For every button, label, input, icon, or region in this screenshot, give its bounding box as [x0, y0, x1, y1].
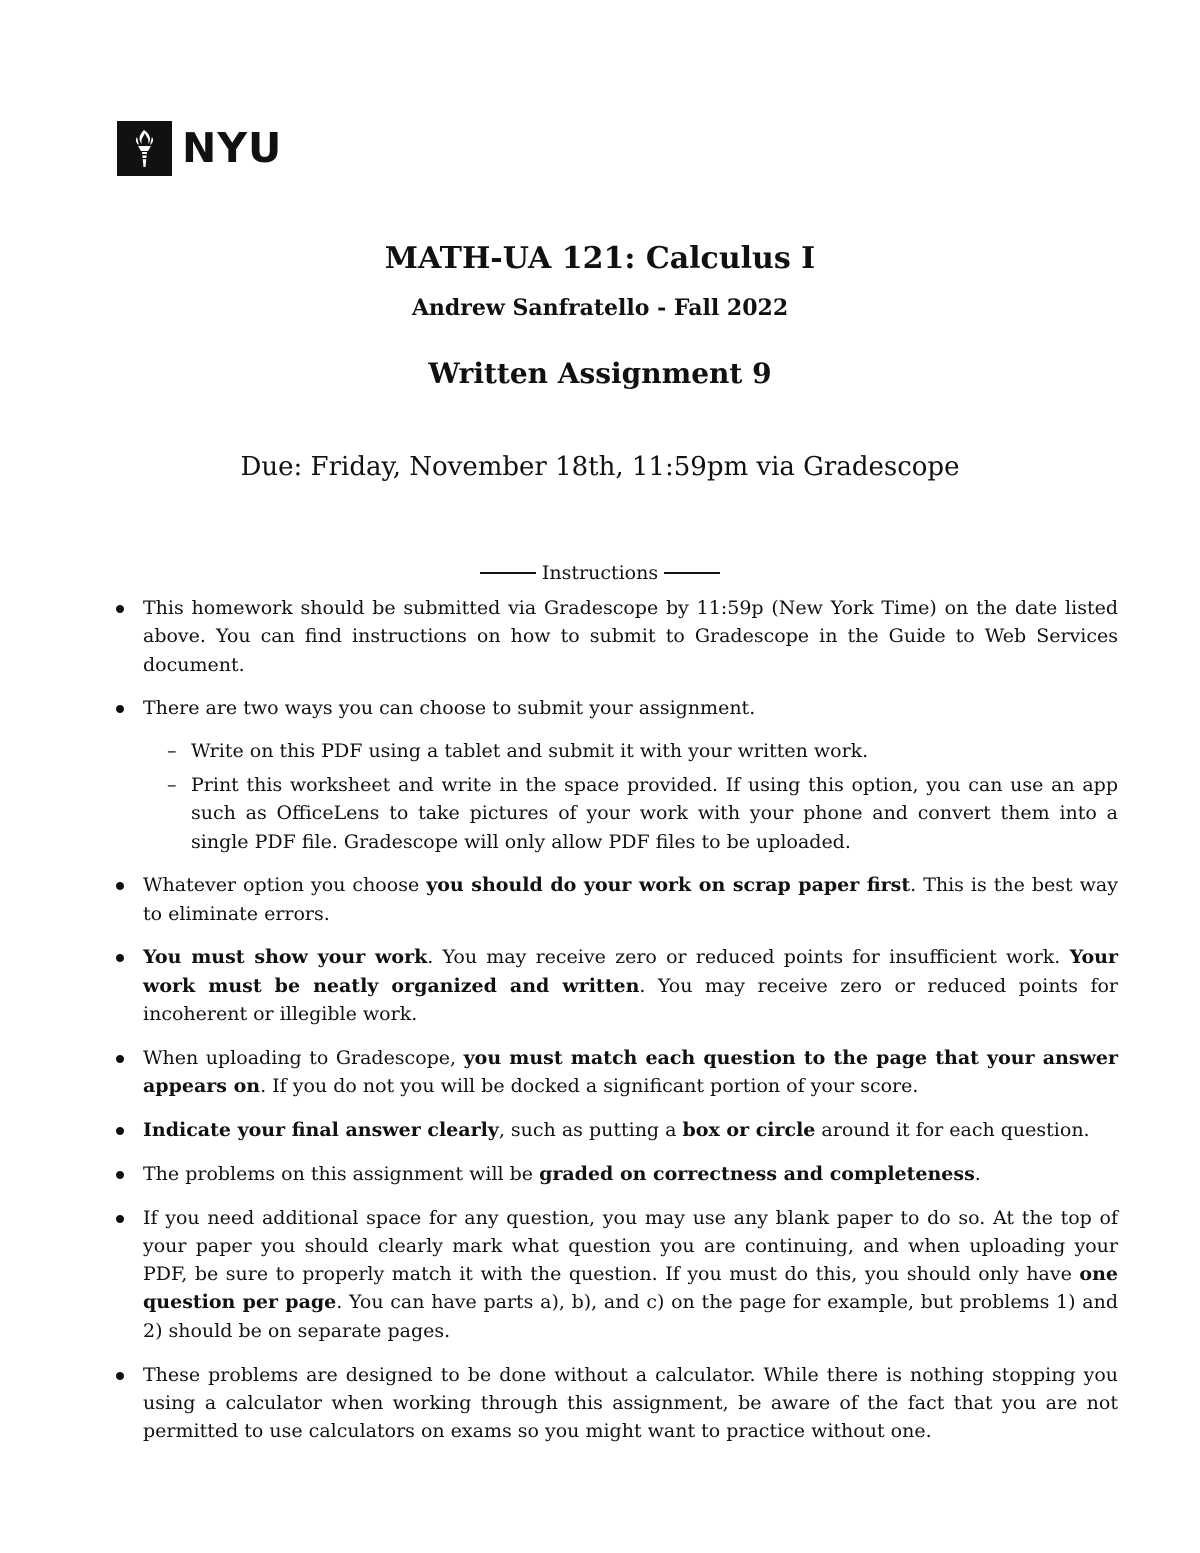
bullet-icon: [116, 1055, 124, 1063]
bullet-icon: [116, 705, 124, 713]
text-segment: . You may receive zero or reduced points for incoherent or illegible work.: [143, 974, 1118, 1026]
nyu-logo: [117, 121, 282, 176]
text-segment: . You can have parts a), b), and c) on the page for example, but problems 1) and 2) should be on separate pages.: [143, 1291, 1118, 1342]
instruction-item: [115, 594, 1118, 679]
bullet-icon: [116, 954, 124, 962]
text-segment: When uploading to Gradescope,: [143, 1046, 464, 1069]
emphasis-text: you must match each question to the page that your answer appears on: [143, 1046, 1118, 1098]
instruction-text: [143, 597, 1118, 676]
bullet-icon: [116, 1215, 124, 1223]
bullet-icon: [116, 1372, 124, 1380]
instruction-subitem-text: Print this worksheet and write in the space provided. If using this option, you can use an app such as OfficeLens to take pictures of your work with your phone and convert them into a single PDF file. Gradescope will only allow PDF files to be uploaded.: [191, 773, 1118, 853]
text-segment: . This is the best way to eliminate errors.: [143, 874, 1118, 925]
instruction-text: [143, 697, 755, 719]
instruction-subitem: [143, 737, 1118, 765]
text-segment: These problems are designed to be done without a calculator. While there is nothing stopping you using a calculator when working through this assignment, be aware of the fact that you are not permitted to use calculators on exams so you might want to practice without one.: [143, 1363, 1118, 1443]
instruction-text: [143, 874, 1118, 924]
bullet-icon: [116, 605, 124, 613]
instruction-item: [115, 1160, 1118, 1188]
text-segment: This homework should be submitted via Gradescope by 11:59p (New York Time) on the date listed above. You can find instructions on how to submit to Gradescope in the Guide to Web Services document.: [143, 597, 1118, 676]
instruction-item: [115, 943, 1118, 1028]
instructions-list: [115, 594, 1118, 1445]
dash-icon: –: [167, 739, 177, 762]
dash-icon: –: [167, 773, 177, 796]
instruction-item: [115, 1204, 1118, 1345]
instruction-subitem: [143, 771, 1118, 856]
heading-rule-right: [664, 572, 720, 574]
instruction-text: [143, 1207, 1118, 1342]
instructions-heading-text: Instructions: [541, 562, 659, 584]
instruction-item: [115, 871, 1118, 928]
emphasis-text: graded on correctness and completeness: [539, 1162, 975, 1185]
text-segment: . You may receive zero or reduced points for insufficient work.: [427, 946, 1070, 969]
torch-icon: [117, 121, 172, 176]
text-segment: .: [974, 1162, 981, 1185]
instruction-item: [115, 1116, 1118, 1144]
emphasis-text: box or circle: [682, 1118, 816, 1141]
instruction-subitem-text: Write on this PDF using a tablet and submit it with your written work.: [191, 739, 869, 762]
course-title: MATH-UA 121: Calculus I: [384, 241, 816, 276]
instruction-text: [143, 1364, 1118, 1443]
instructions-heading: [0, 560, 1200, 586]
due-date: Due: Friday, November 18th, 11:59pm via Gradescope: [240, 452, 960, 482]
bullet-icon: [116, 1127, 124, 1135]
text-segment: The problems on this assignment will be: [143, 1162, 540, 1185]
instruction-item: [115, 1044, 1118, 1101]
logo-wordmark: NYU: [182, 124, 283, 172]
instruction-sublist: [143, 737, 1118, 856]
instructor-term: Andrew Sanfratello - Fall 2022: [411, 295, 789, 321]
bullet-icon: [116, 1171, 124, 1179]
bullet-icon: [116, 882, 124, 890]
instruction-item: [115, 1361, 1118, 1446]
text-segment: If you need additional space for any question, you may use any blank paper to do so. At the top of your paper you should clearly mark what question you are continuing, and when uploading your PDF, be sure to properly match it with the question. If you must do this, you should only have: [143, 1206, 1118, 1286]
heading-rule-left: [480, 572, 536, 574]
instruction-text: [143, 1163, 981, 1185]
emphasis-text: Indicate your final answer clearly: [143, 1118, 499, 1141]
text-segment: Whatever option you choose: [143, 874, 427, 897]
instruction-text: [143, 1047, 1118, 1097]
emphasis-text: one question per page: [143, 1263, 1118, 1314]
text-segment: There are two ways you can choose to submit your assignment.: [143, 697, 756, 720]
text-segment: . If you do not you will be docked a significant portion of your score.: [260, 1075, 919, 1098]
instructions-list-container: [115, 594, 1118, 1461]
emphasis-text: You must show your work: [143, 946, 428, 969]
instruction-item: [115, 694, 1118, 855]
emphasis-text: you should do your work on scrap paper first: [426, 874, 911, 897]
text-segment: , such as putting a: [498, 1118, 683, 1141]
assignment-title: Written Assignment 9: [428, 357, 772, 390]
emphasis-text: Your work must be neatly organized and written: [143, 946, 1118, 997]
instruction-text: [143, 946, 1118, 1025]
text-segment: around it for each question.: [815, 1118, 1090, 1141]
instruction-text: [143, 1119, 1090, 1141]
